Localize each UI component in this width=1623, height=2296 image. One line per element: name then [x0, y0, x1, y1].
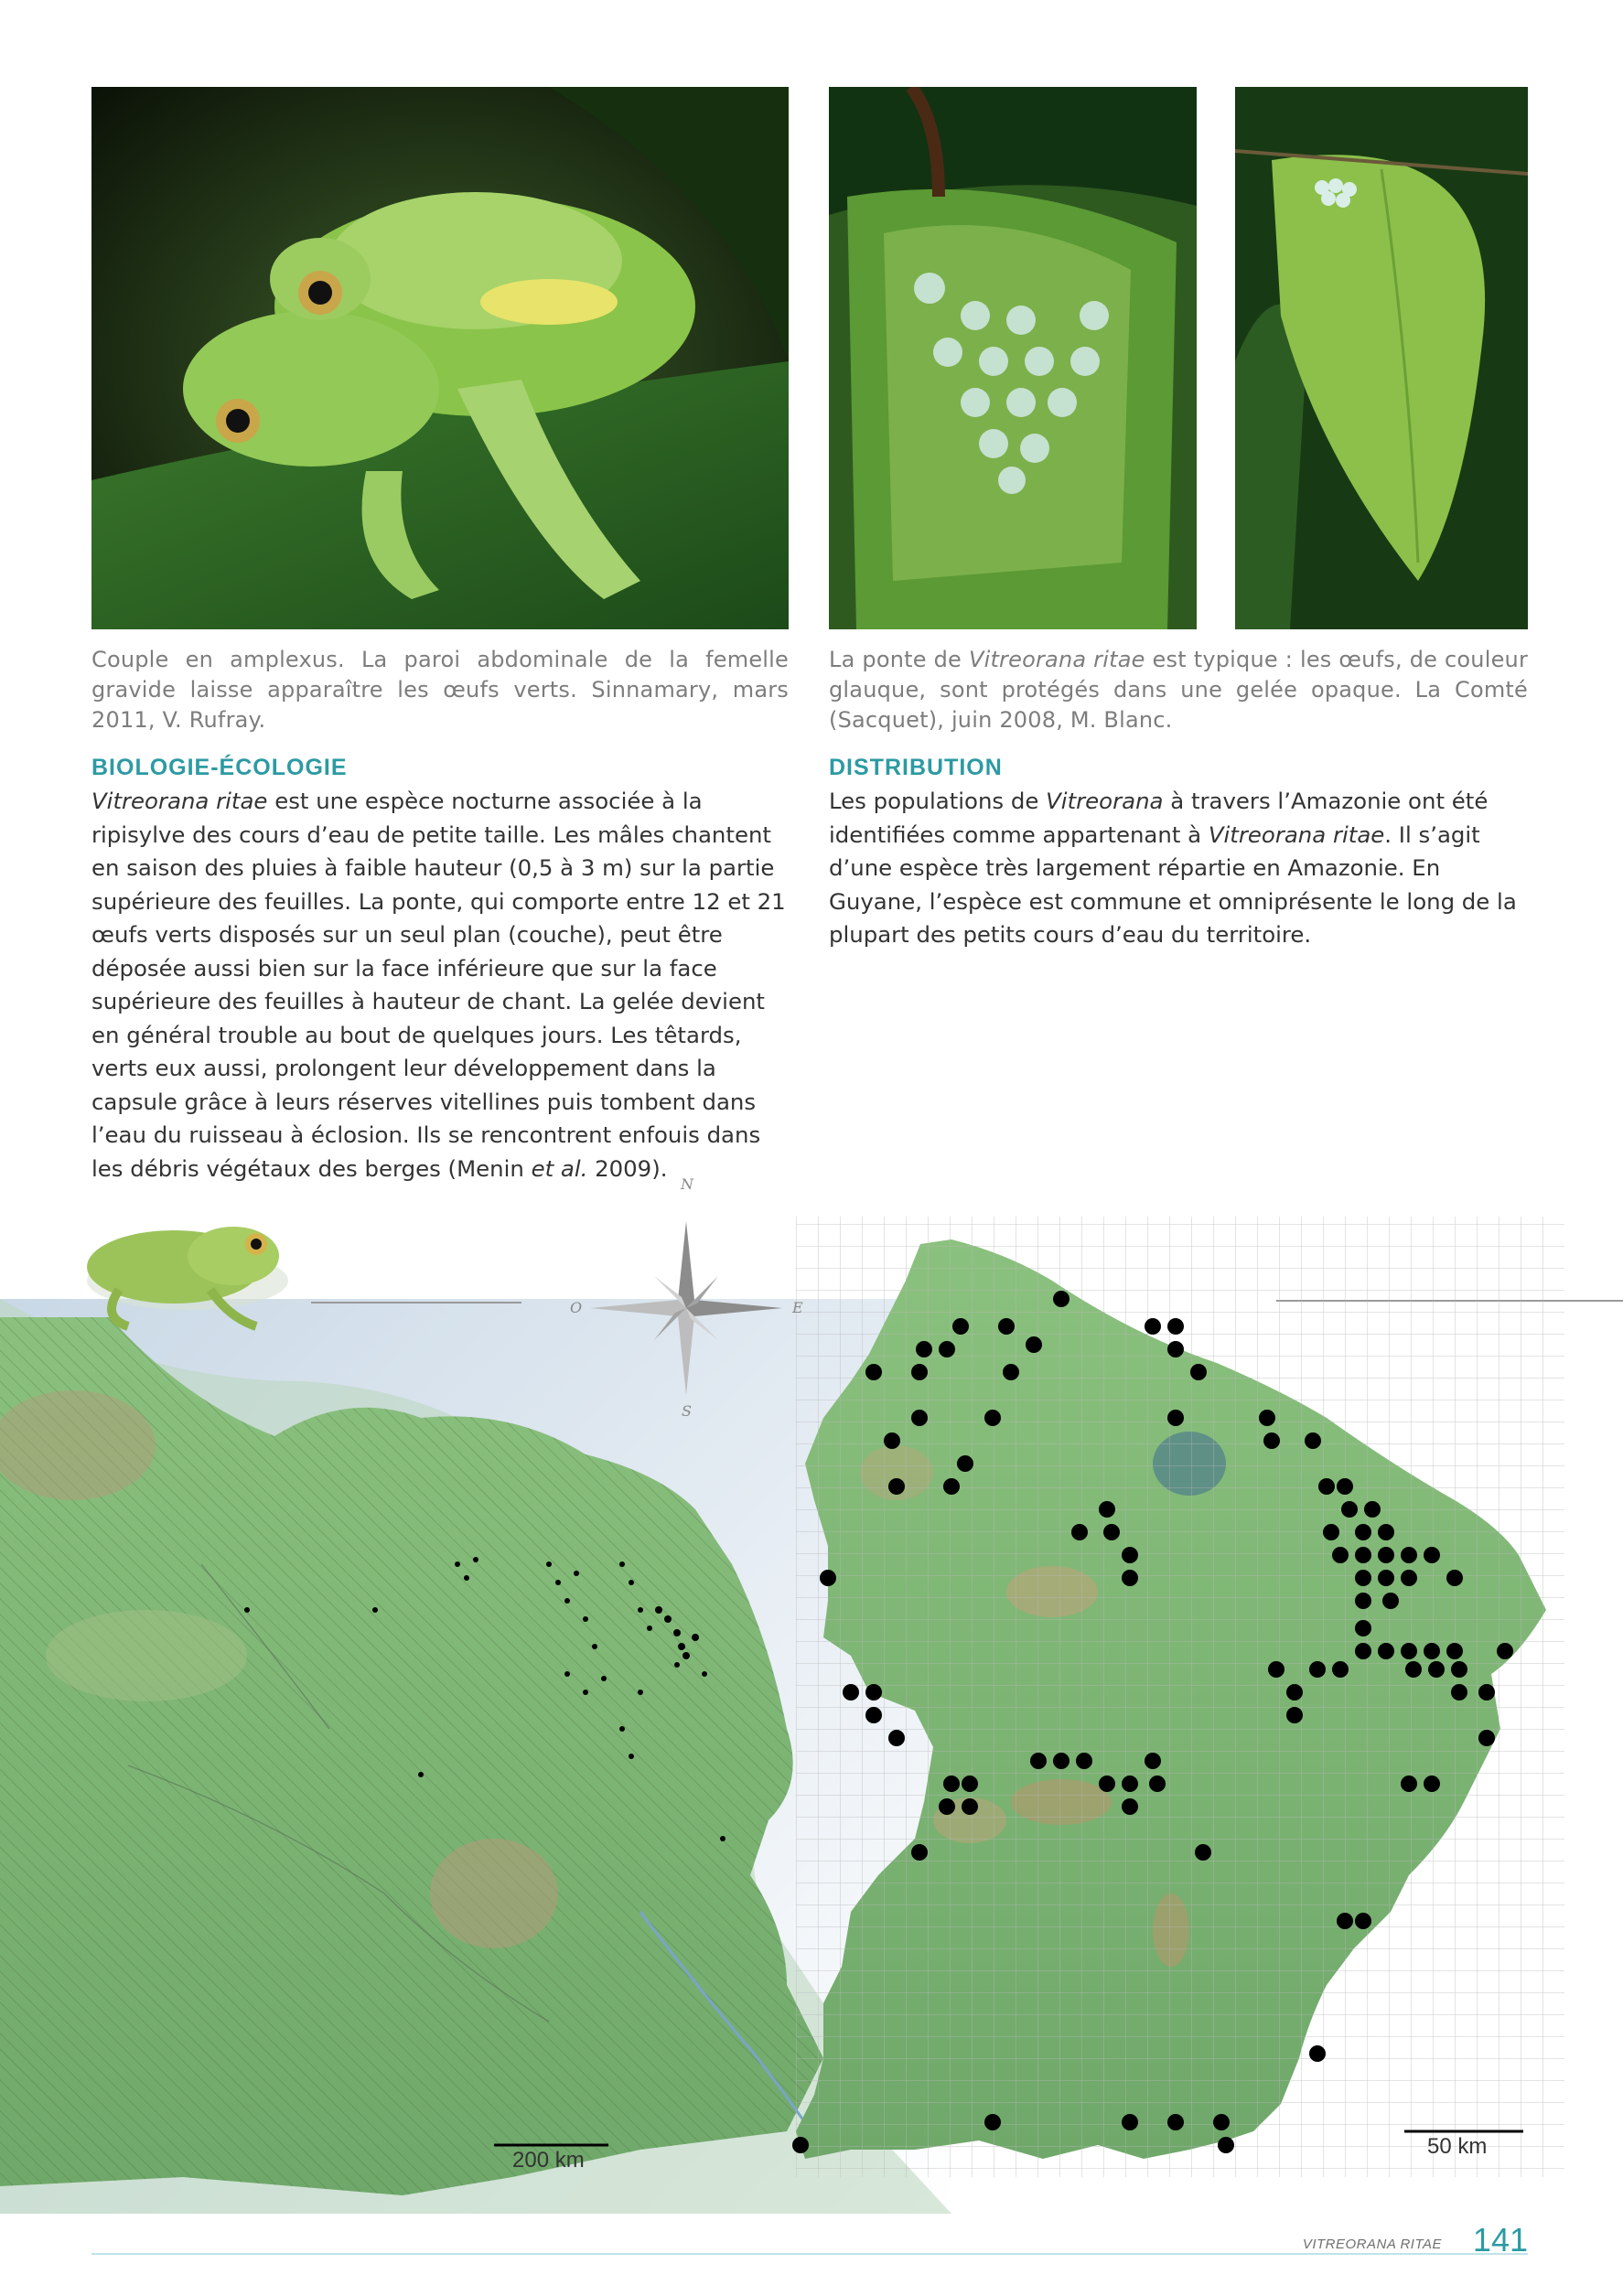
caption-right-pre: La ponte de — [829, 647, 969, 672]
biology-text-1: est une espèce nocturne associée à la ripisylve des cours d’eau de petite taille. Les mâles chantent en saison des pluies à faible hauteur (0,5 à 3 m) sur la partie supérieure des feuilles. La ponte, qui comporte entre 12 et 21 œufs verts disposés sur un seul plan (couche), peut être déposée aussi bien sur la face inférieure que sur la face supérieure des feuilles à hauteur de chant. La gelée devient en général trouble au bout de quelques jours. Les têtards, verts eux aussi, prolongent leur développement dans la capsule grâce à leurs réserves vitellines puis tombent dans l’eau du ruisseau à éclosion. Ils se rencontrent enfouis dans les débris végétaux des berges (Menin — [91, 788, 786, 1182]
footer-rule — [91, 2253, 1528, 2255]
biology-species: Vitreorana ritae — [91, 788, 268, 814]
distribution-text-3: . Il s’agit d’une espèce très largement répartie en Amazonie. En Guyane, l’espèce est commune et omniprésente le long de la plupart des petits cours d’eau du territoire. — [829, 821, 1517, 948]
caption-right-post: est typique : les œufs, de couleur glauque, sont protégés dans une gelée opaque. La Comté (Sacquet), juin 2008, M. Blanc. — [829, 647, 1529, 733]
biology-text-2: 2009). — [587, 1154, 668, 1182]
guiana-map — [792, 1217, 1564, 2177]
biology-heading: BIOLOGIE-ÉCOLOGIE — [91, 755, 348, 780]
distribution-text-2: à travers l’Amazonie ont été identifiées comme appartenant à — [829, 788, 1489, 848]
compass-n: N — [681, 1175, 693, 1193]
compass-s: S — [682, 1402, 692, 1420]
photo-frog-couple — [91, 87, 789, 629]
caption-left — [91, 645, 789, 735]
biology-et-al: et al. — [531, 1154, 588, 1182]
distribution-species: Vitreorana ritae — [1208, 821, 1385, 848]
photo-leaf-eggs — [1235, 87, 1528, 629]
compass-e: E — [792, 1299, 803, 1316]
photo-egg-clutch — [829, 87, 1197, 629]
compass-o: O — [570, 1299, 583, 1316]
distribution-text-1: Les populations de — [829, 788, 1047, 814]
distribution-body — [829, 785, 1528, 952]
caption-right-species: Vitreorana ritae — [968, 647, 1145, 672]
regional-scale-label: 200 km — [512, 2148, 585, 2173]
caption-left-text: Couple en amplexus. La paroi abdominale de la femelle gravide laisse apparaître les œufs verts. Sinnamary, mars 2011, V. Rufray. — [91, 647, 789, 733]
footer-species: VITREORANA RITAE — [1302, 2237, 1442, 2252]
biology-body — [91, 785, 790, 1186]
distribution-heading: DISTRIBUTION — [829, 755, 1003, 780]
page-number: 141 — [1472, 2221, 1528, 2258]
caption-right — [829, 645, 1528, 735]
guiana-scale-label: 50 km — [1427, 2134, 1488, 2159]
map-section — [0, 1175, 1623, 2214]
distribution-genus: Vitreorana — [1046, 788, 1164, 814]
